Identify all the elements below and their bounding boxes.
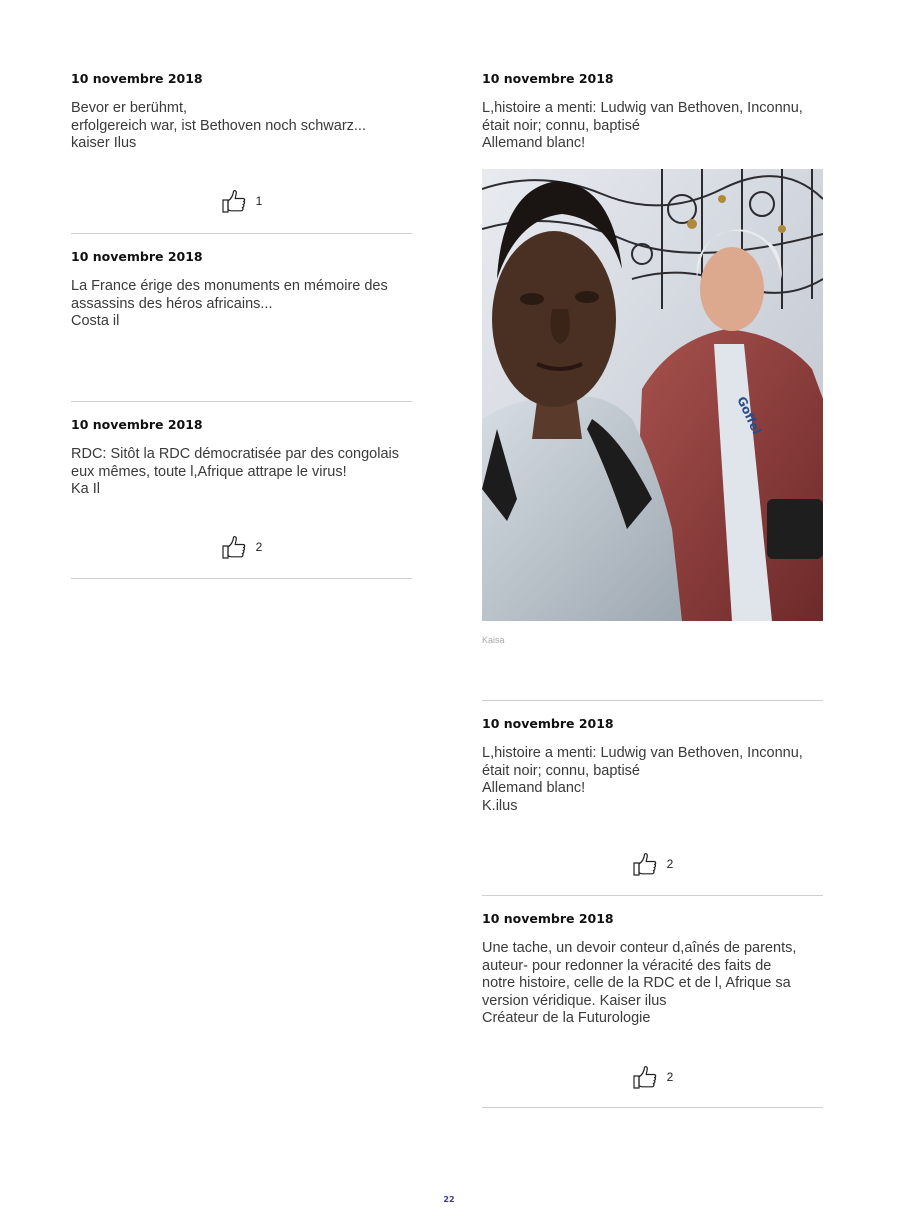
post <box>482 910 823 1108</box>
post-photo[interactable] <box>482 169 823 621</box>
page-number: 22 <box>443 1195 455 1204</box>
thumbs-up-icon[interactable] <box>221 188 247 214</box>
post-text-line: Créateur de la Futurologie <box>482 1010 651 1026</box>
post <box>482 70 823 701</box>
post-text <box>482 100 823 153</box>
post-text <box>482 745 823 815</box>
post <box>71 248 412 402</box>
post-text-line: erfolgereich war, ist Bethoven noch schwarz... <box>71 117 366 134</box>
like-control[interactable] <box>71 532 412 562</box>
post-text <box>71 446 412 499</box>
post <box>71 416 412 579</box>
post-text-line: Allemand blanc! <box>482 780 586 796</box>
post-text-line: L,histoire a menti: Ludwig van Bethoven, Inconnu, <box>482 100 803 116</box>
post-date: 10 novembre 2018 <box>71 417 203 432</box>
post-text <box>71 100 412 153</box>
statue-sash-text: Goffel <box>734 393 764 437</box>
post-text-line: K.ilus <box>482 797 518 814</box>
like-control[interactable] <box>71 186 412 216</box>
photo-man-with-beethoven-statue <box>482 169 823 621</box>
like-count: 1 <box>255 193 263 208</box>
post-text-line: kaiser Ilus <box>71 135 137 151</box>
thumbs-up-icon[interactable] <box>632 851 658 877</box>
right-column <box>482 70 823 1108</box>
post-date: 10 novembre 2018 <box>482 911 614 926</box>
photo-caption: Kaisa <box>482 634 505 645</box>
post-date: 10 novembre 2018 <box>71 249 203 264</box>
like-count: 2 <box>666 1069 674 1084</box>
post-date: 10 novembre 2018 <box>482 716 614 731</box>
post-text-line: assassins des héros africains... <box>71 295 273 312</box>
post-text <box>71 278 412 331</box>
like-count: 2 <box>666 857 674 871</box>
like-control[interactable] <box>482 1062 823 1092</box>
like-control[interactable] <box>482 849 823 879</box>
post-date: 10 novembre 2018 <box>71 71 203 86</box>
post-text-line: notre histoire, celle de la RDC et de l, Afrique sa <box>482 975 791 991</box>
post-text-line: version véridique. Kaiser ilus <box>482 992 667 1009</box>
post-text-line: L,histoire a menti: Ludwig van Bethoven, Inconnu, <box>482 745 803 761</box>
post-text-line: était noir; connu, baptisé <box>482 117 640 134</box>
post-date: 10 novembre 2018 <box>482 71 614 86</box>
like-count: 2 <box>255 539 263 554</box>
post-text-line: Costa il <box>71 313 120 329</box>
post-text-line: eux mêmes, toute l,Afrique attrape le virus! <box>71 463 347 480</box>
thumbs-up-icon[interactable] <box>632 1064 658 1090</box>
post-text-line: Une tache, un devoir conteur d,aînés de parents, <box>482 940 797 956</box>
post-text-line: Allemand blanc! <box>482 135 586 151</box>
post-text <box>482 940 823 1028</box>
thumbs-up-icon[interactable] <box>221 534 247 560</box>
post-text-line: RDC: Sitôt la RDC démocratisée par des congolais <box>71 446 399 462</box>
post-text-line: Bevor er berühmt, <box>71 100 188 116</box>
post <box>71 70 412 234</box>
post <box>482 715 823 896</box>
post-text-line: La France érige des monuments en mémoire des <box>71 278 388 294</box>
post-text-line: Ka Il <box>71 481 101 497</box>
post-text-line: auteur- pour redonner la véracité des faits de <box>482 957 772 974</box>
left-column <box>71 70 412 579</box>
post-text-line: était noir; connu, baptisé <box>482 762 640 779</box>
